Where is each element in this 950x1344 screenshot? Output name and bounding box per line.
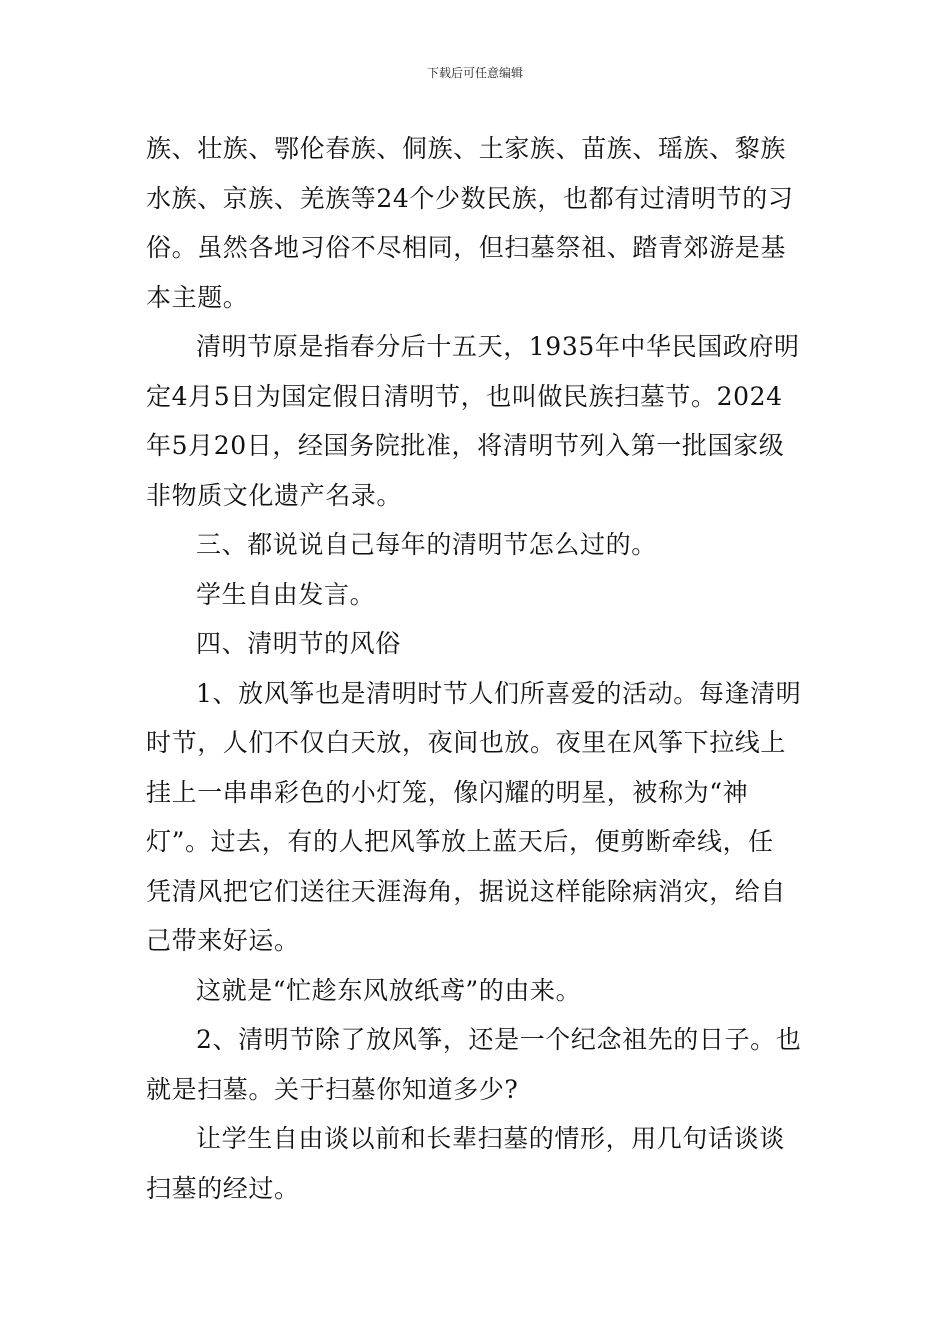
document-body [146,124,808,1213]
paragraph-start-line: 清明节原是指春分后十五天，1935年中华民国政府明 [196,332,800,361]
text-line: 水族、京族、羌族等24个少数民族，也都有过清明节的习 [146,183,794,213]
text-line: 俗。虽然各地习俗不尽相同，但扫墓祭祖、踏青郊游是基 [146,233,787,262]
paragraph-start-line: 1、放风筝也是清明时节人们所喜爱的活动。每逢清明 [196,678,802,708]
page-header: 下载后可任意编辑 [426,66,523,80]
text-line: 凭清风把它们送往天涯海角，据说这样能除病消灾，给自 [146,876,787,906]
text-line: 时节，人们不仅白天放，夜间也放。夜里在风筝下拉线上 [146,728,787,757]
text-line: 就是扫墓。关于扫墓你知道多少? [146,1074,519,1104]
text-line: 本主题。 [146,282,249,312]
text-line: 扫墓的经过。 [146,1173,300,1203]
paragraph-start-line: 这就是“忙趁东风放纸鸢”的由来。 [196,975,582,1005]
paragraph-start-line: 学生自由发言。 [196,579,376,609]
section-heading: 四、清明节的风俗 [196,629,401,658]
text-line: 年5月20日，经国务院批准，将清明节列入第一批国家级 [146,431,785,460]
text-line: 灯”。过去，有的人把风筝放上蓝天后，便剪断牵线，任 [146,827,774,856]
section-heading: 三、都说说自己每年的清明节怎么过的。 [196,530,657,559]
text-line: 挂上一串串彩色的小灯笼，像闪耀的明星，被称为“神 [146,777,749,807]
text-line: 定4月5日为国定假日清明节，也叫做民族扫墓节。2024 [146,381,783,411]
text-line: 己带来好运。 [146,926,300,955]
paragraph-start-line: 2、清明节除了放风筝，还是一个纪念祖先的日子。也 [196,1025,802,1054]
text-line: 非物质文化遗产名录。 [146,480,403,510]
paragraph-start-line: 让学生自由谈以前和长辈扫墓的情形，用几句话谈谈 [196,1124,785,1153]
text-line: 族、壮族、鄂伦春族、侗族、土家族、苗族、瑶族、黎族 [146,134,787,163]
